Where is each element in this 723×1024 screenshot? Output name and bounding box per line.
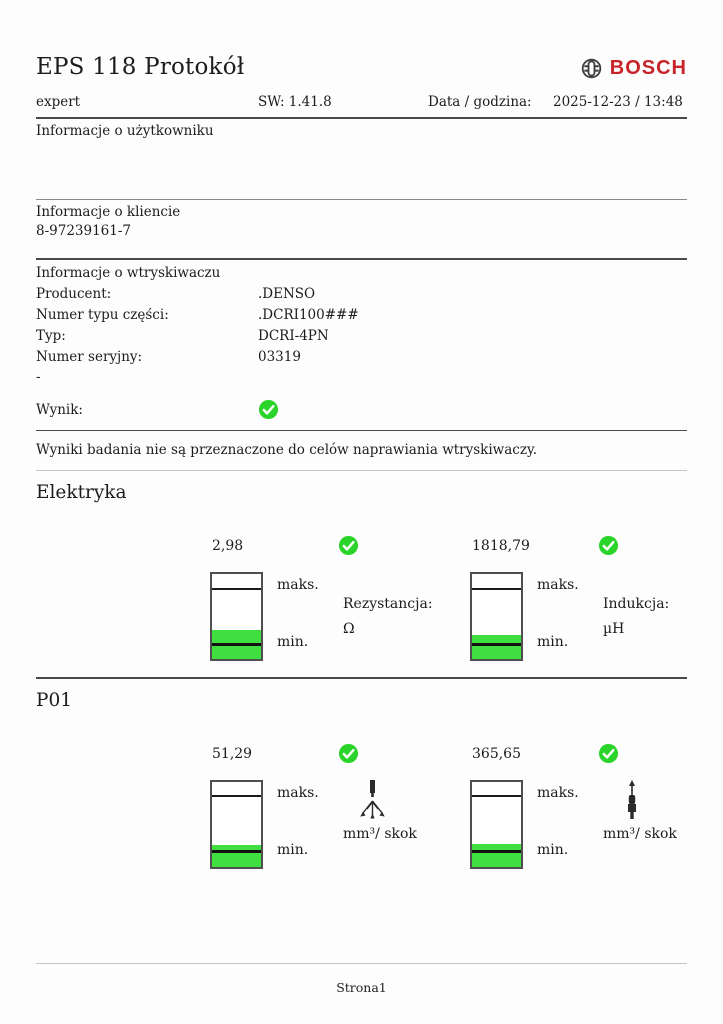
gauge-min-line xyxy=(212,643,261,646)
row-value: DCRI-4PN xyxy=(258,327,329,344)
divider xyxy=(36,117,687,119)
row-label: Numer seryjny: xyxy=(36,348,143,365)
divider xyxy=(36,677,687,679)
level-gauge xyxy=(470,572,523,661)
maks-label: maks. xyxy=(537,577,579,593)
user-info-title: Informacje o użytkowniku xyxy=(36,123,214,139)
disclaimer-text: Wyniki badania nie są przeznaczone do celów naprawiania wtryskiwaczy. xyxy=(36,442,538,458)
divider xyxy=(36,258,687,260)
divider xyxy=(36,430,687,432)
software-version: SW: 1.41.8 xyxy=(258,94,332,110)
param-unit: Ω xyxy=(343,621,355,637)
info-row xyxy=(36,284,687,305)
date-value: 2025-12-23 / 13:48 xyxy=(553,94,683,110)
injector-return-icon xyxy=(615,780,723,822)
gauge-group-injection-qty xyxy=(210,743,475,869)
gauge-maks-line xyxy=(472,588,521,590)
row-value: 03319 xyxy=(258,348,301,365)
param-label: Rezystancja: xyxy=(343,596,433,612)
header-meta xyxy=(36,94,687,112)
client-info-title: Informacje o kliencie xyxy=(36,204,181,220)
param-unit: mm³/ skok xyxy=(343,825,417,842)
info-row xyxy=(36,326,687,347)
section-title-elektryka: Elektryka xyxy=(36,482,127,503)
min-label: min. xyxy=(537,634,569,650)
page-number: Strona1 xyxy=(336,979,387,995)
gauge-maks-line xyxy=(472,795,521,797)
maks-label: maks. xyxy=(537,784,579,801)
min-label: min. xyxy=(277,634,309,650)
row-value: .DCRI100### xyxy=(258,306,359,323)
gauge-maks-line xyxy=(212,795,261,797)
level-gauge xyxy=(210,572,263,661)
date-label: Data / godzina: xyxy=(428,94,532,110)
measured-value: 51,29 xyxy=(212,745,253,762)
measured-value: 365,65 xyxy=(472,745,521,762)
result-label: Wynik: xyxy=(36,401,83,418)
param-unit: mm³/ skok xyxy=(603,825,677,842)
pass-check-icon xyxy=(598,743,619,764)
elektryka-gauges xyxy=(36,535,687,661)
result-row xyxy=(36,399,687,421)
gauge-fill xyxy=(212,845,261,866)
min-label: min. xyxy=(537,841,569,858)
divider xyxy=(36,963,687,964)
client-id: 8-97239161-7 xyxy=(36,223,132,239)
param-unit: µH xyxy=(603,621,625,637)
gauge-group-inductance xyxy=(470,535,723,661)
measured-value: 1818,79 xyxy=(472,538,530,554)
user-name: expert xyxy=(36,94,81,110)
level-gauge xyxy=(470,780,523,869)
gauge-min-line xyxy=(472,643,521,646)
level-gauge xyxy=(210,780,263,869)
maks-label: maks. xyxy=(277,784,319,801)
p01-gauges xyxy=(36,743,687,869)
row-label: Numer typu części: xyxy=(36,306,169,323)
measured-value: 2,98 xyxy=(212,538,244,554)
divider xyxy=(36,470,687,471)
row-label: Producent: xyxy=(36,285,112,302)
row-label: Typ: xyxy=(36,327,66,344)
section-title-p01: P01 xyxy=(36,689,72,711)
pass-check-icon xyxy=(338,743,359,764)
page-title: EPS 118 Protokół xyxy=(36,54,245,80)
bosch-armature-icon xyxy=(580,57,603,80)
bosch-wordmark: BOSCH xyxy=(609,57,687,79)
pass-check-icon xyxy=(258,399,279,420)
gauge-maks-line xyxy=(212,588,261,590)
pass-check-icon xyxy=(598,535,619,556)
gauge-fill xyxy=(472,635,521,659)
row-value: .DENSO xyxy=(258,285,316,302)
pass-check-icon xyxy=(338,535,359,556)
injector-info-title: Informacje o wtryskiwaczu xyxy=(36,264,221,281)
gauge-group-return-qty xyxy=(470,743,723,869)
gauge-fill xyxy=(472,844,521,867)
header xyxy=(36,0,687,80)
divider xyxy=(36,199,687,200)
gauge-min-line xyxy=(212,850,261,853)
bosch-logo xyxy=(580,57,687,80)
min-label: min. xyxy=(277,841,309,858)
maks-label: maks. xyxy=(277,577,319,593)
info-row xyxy=(36,347,687,368)
gauge-group-resistance xyxy=(210,535,475,661)
injector-spray-icon xyxy=(355,780,473,822)
placeholder-dash: - xyxy=(36,368,41,385)
info-row xyxy=(36,305,687,326)
param-label: Indukcja: xyxy=(603,596,670,612)
gauge-min-line xyxy=(472,850,521,853)
